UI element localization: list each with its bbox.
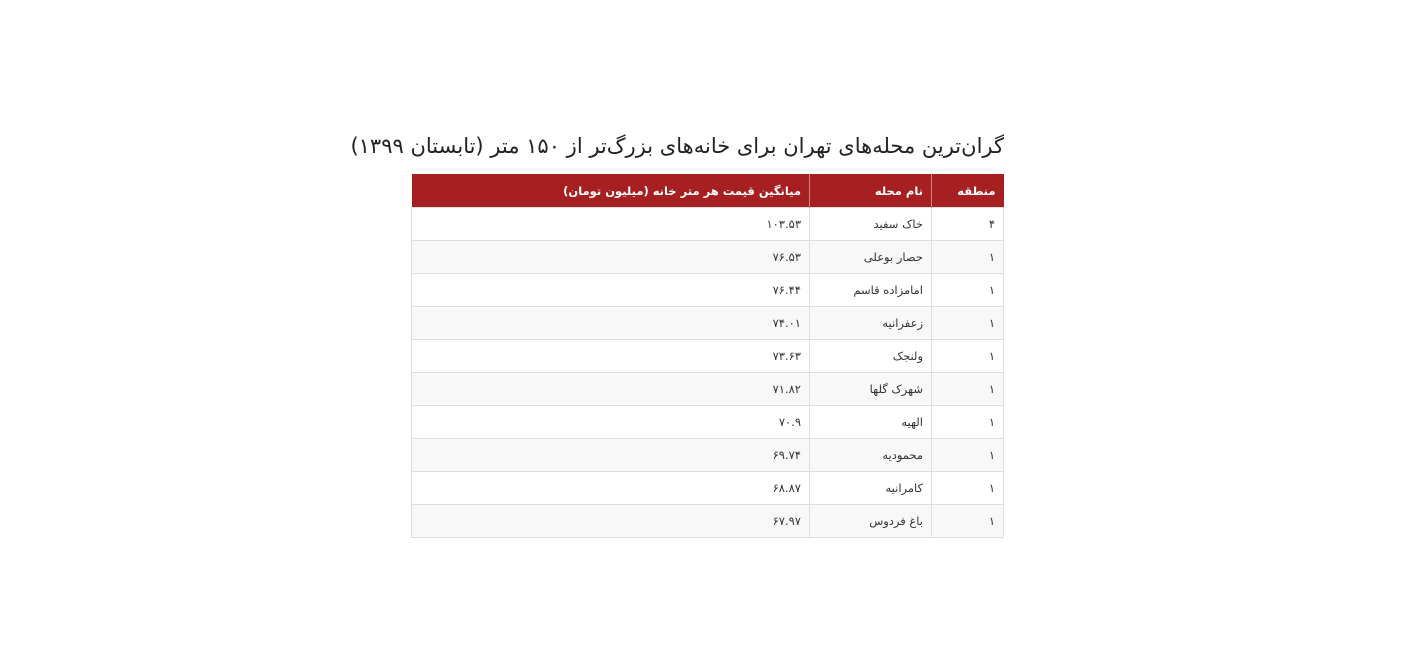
cell-name: الهیه [810,406,932,439]
header-row [412,174,1004,208]
header-price: میانگین قیمت هر متر خانه (میلیون تومان) [412,174,810,208]
header-name: نام محله [810,174,932,208]
cell-region: ۱ [932,307,1004,340]
header-region: منطقه [932,174,1004,208]
cell-region: ۱ [932,340,1004,373]
table-header [412,174,1004,208]
table-row [412,307,1004,340]
cell-price: ۷۴.۰۱ [412,307,810,340]
cell-region: ۱ [932,439,1004,472]
cell-region: ۱ [932,472,1004,505]
table-row [412,439,1004,472]
table-row [412,340,1004,373]
cell-name: حصار بوعلی [810,241,932,274]
cell-name: باغ فردوس [810,505,932,538]
cell-region: ۱ [932,274,1004,307]
cell-region: ۱ [932,241,1004,274]
cell-name: شهرک گلها [810,373,932,406]
cell-name: کامرانیه [810,472,932,505]
table-row [412,505,1004,538]
cell-price: ۷۱.۸۲ [412,373,810,406]
cell-region: ۱ [932,373,1004,406]
cell-region: ۱ [932,406,1004,439]
cell-region: ۴ [932,208,1004,241]
cell-price: ۶۸.۸۷ [412,472,810,505]
cell-region: ۱ [932,505,1004,538]
cell-name: زعفرانیه [810,307,932,340]
cell-name: محمودیه [810,439,932,472]
cell-price: ۷۳.۶۳ [412,340,810,373]
cell-price: ۷۶.۴۴ [412,274,810,307]
table-row [412,274,1004,307]
cell-name: خاک سفید [810,208,932,241]
cell-price: ۷۶.۵۳ [412,241,810,274]
cell-price: ۶۹.۷۴ [412,439,810,472]
table-row [412,373,1004,406]
table-row [412,208,1004,241]
table-row [412,241,1004,274]
table-title: گران‌ترین محله‌های تهران برای خانه‌های بزرگ‌تر از ۱۵۰ متر (تابستان ۱۳۹۹) [350,134,1004,158]
cell-name: امامزاده قاسم [810,274,932,307]
table-row [412,406,1004,439]
table-body [412,208,1004,538]
cell-name: ولنجک [810,340,932,373]
cell-price: ۱۰۳.۵۳ [412,208,810,241]
table-container [350,128,1004,538]
table-row [412,472,1004,505]
cell-price: ۶۷.۹۷ [412,505,810,538]
neighborhood-price-table [411,174,1004,538]
cell-price: ۷۰.۹ [412,406,810,439]
